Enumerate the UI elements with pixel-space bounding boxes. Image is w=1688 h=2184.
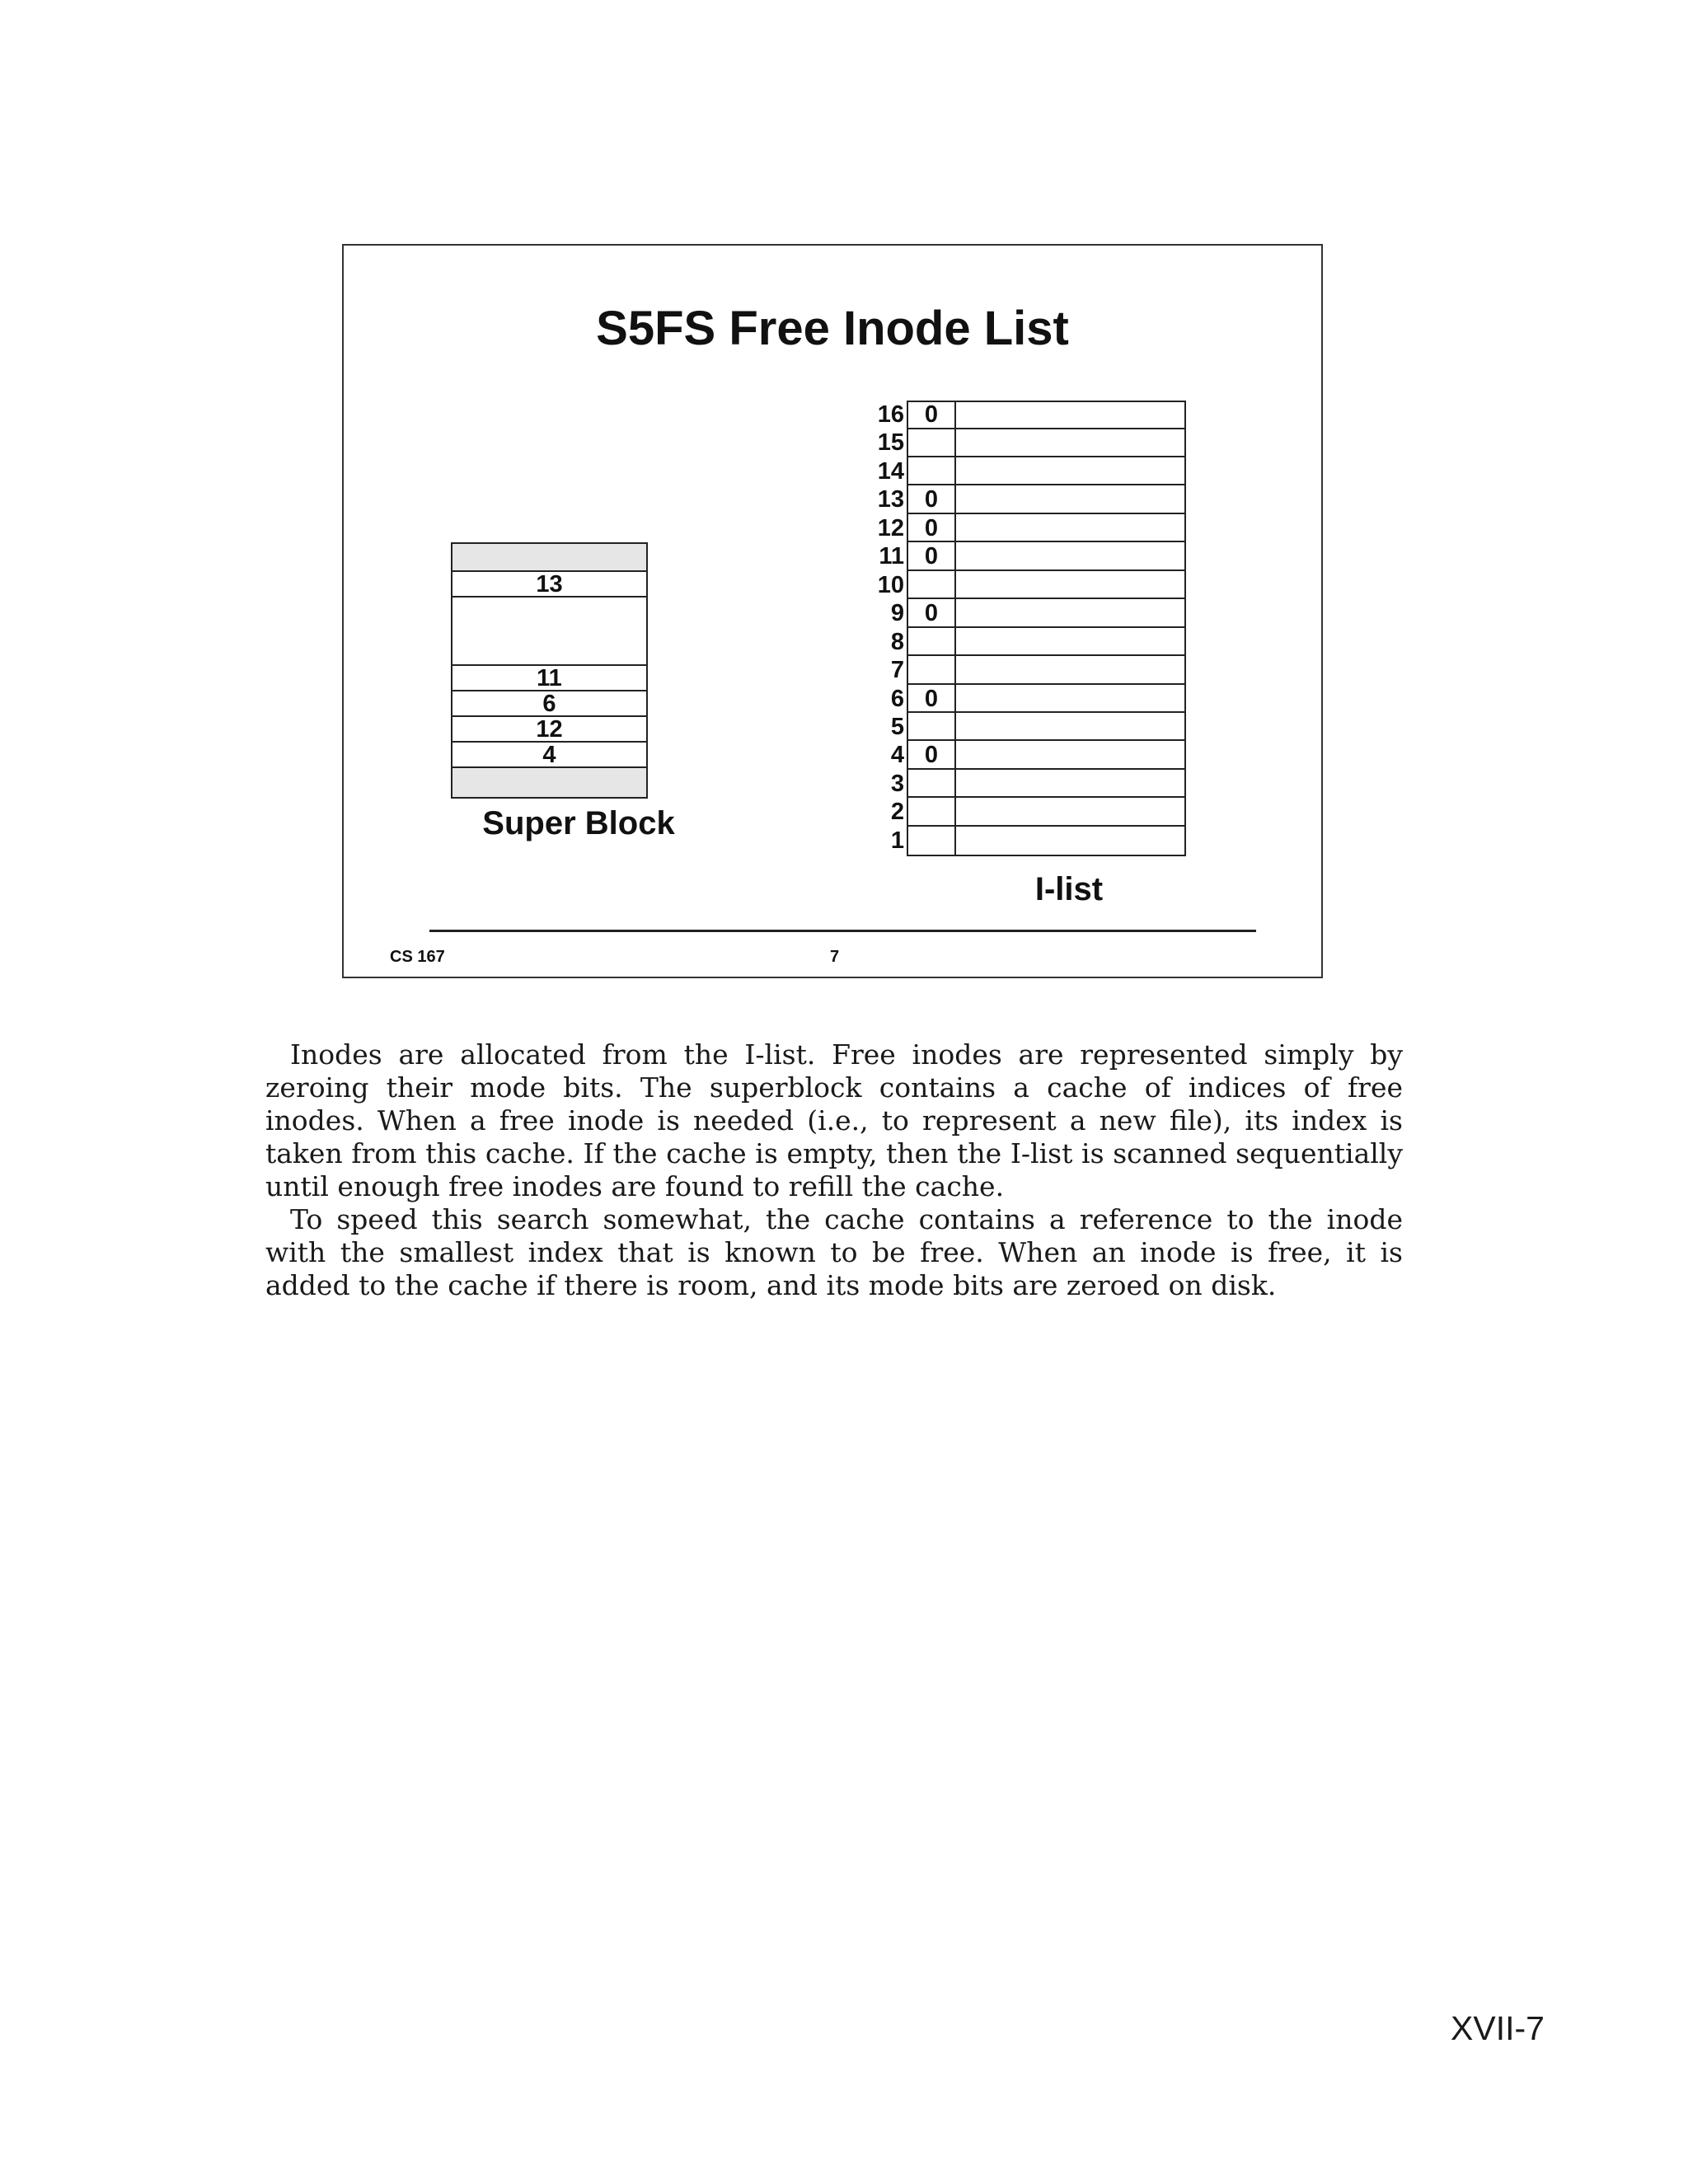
ilist-mode-cell: 0 [908, 485, 956, 513]
slide-frame [342, 244, 1323, 978]
ilist-index-label: 3 [890, 770, 904, 797]
body-paragraph: To speed this search somewhat, the cache contains a reference to the inode with the smallest index that is known to be free. When an inode is free, it is added to the cache if there is room, and its mode bits are zeroed on disk. [265, 1203, 1403, 1301]
superblock-entry [452, 768, 646, 797]
superblock-entry: 12 [452, 717, 646, 743]
ilist-index-label: 15 [877, 429, 904, 457]
slide-title: S5FS Free Inode List [596, 302, 1069, 355]
ilist-row [908, 656, 1184, 685]
ilist-row [908, 770, 1184, 799]
ilist-index-label: 7 [890, 657, 904, 684]
ilist-row [908, 485, 1184, 514]
ilist-mode-cell [908, 628, 956, 655]
ilist-row [908, 685, 1184, 714]
ilist-row [908, 798, 1184, 827]
ilist-index-label: 14 [877, 457, 904, 485]
ilist-index-label: 11 [879, 543, 904, 570]
slide-divider [429, 930, 1256, 932]
ilist-row [908, 401, 1184, 429]
slide-course-label: CS 167 [390, 948, 445, 966]
ilist-index-label: 2 [890, 799, 904, 826]
ilist-row [908, 599, 1184, 628]
ilist-index-label: 12 [877, 514, 904, 541]
ilist-row [908, 628, 1184, 657]
superblock-entry: 13 [452, 572, 646, 598]
superblock-entry [452, 598, 646, 666]
ilist-row [908, 827, 1184, 855]
ilist-index-label: 13 [877, 486, 904, 513]
page-number: XVII-7 [1451, 2009, 1545, 2047]
superblock-cache [451, 542, 648, 799]
ilist-row [908, 571, 1184, 600]
ilist-row [908, 713, 1184, 742]
ilist-index-label: 9 [890, 600, 904, 627]
ilist-mode-cell: 0 [908, 599, 956, 626]
superblock-entry: 11 [452, 666, 646, 691]
ilist-label: I-list [1034, 871, 1104, 907]
ilist-mode-cell [908, 713, 956, 740]
ilist-row [908, 542, 1184, 571]
ilist-mode-cell: 0 [908, 401, 956, 428]
ilist-mode-cell [908, 770, 956, 797]
ilist-row [908, 457, 1184, 486]
slide-number: 7 [830, 948, 840, 966]
ilist-mode-cell: 0 [908, 542, 956, 569]
body-text [265, 1038, 1403, 1302]
ilist-index-label: 5 [890, 713, 904, 740]
ilist-table [907, 401, 1186, 856]
ilist-index-label: 16 [877, 401, 904, 428]
ilist-mode-cell [908, 457, 956, 485]
ilist-mode-cell: 0 [908, 514, 956, 541]
ilist-mode-cell: 0 [908, 741, 956, 768]
ilist-index-label: 8 [890, 628, 904, 655]
ilist-index-label: 6 [890, 685, 904, 712]
ilist-mode-cell [908, 429, 956, 456]
superblock-entry: 4 [452, 743, 646, 768]
superblock-entry [452, 544, 646, 572]
ilist-row [908, 741, 1184, 770]
ilist-mode-cell [908, 798, 956, 825]
ilist-index-label: 4 [890, 742, 904, 769]
ilist-mode-cell [908, 656, 956, 683]
superblock-label: Super Block [482, 805, 675, 841]
ilist-index-label: 10 [877, 571, 904, 598]
ilist-row [908, 514, 1184, 543]
body-paragraph: Inodes are allocated from the I-list. Free inodes are represented simply by zeroing their mode bits. The superblock contains a cache of indices of free inodes. When a free inode is needed (i.e., to represent a new file), its index is taken from this cache. If the cache is empty, then the I-list is scanned sequentially until enough free inodes are found to refill the cache. [265, 1038, 1403, 1202]
ilist-row [908, 429, 1184, 457]
ilist-mode-cell [908, 827, 956, 855]
superblock-entry: 6 [452, 691, 646, 717]
ilist-mode-cell [908, 571, 956, 598]
ilist-mode-cell: 0 [908, 685, 956, 712]
ilist-index-label: 1 [890, 827, 904, 854]
